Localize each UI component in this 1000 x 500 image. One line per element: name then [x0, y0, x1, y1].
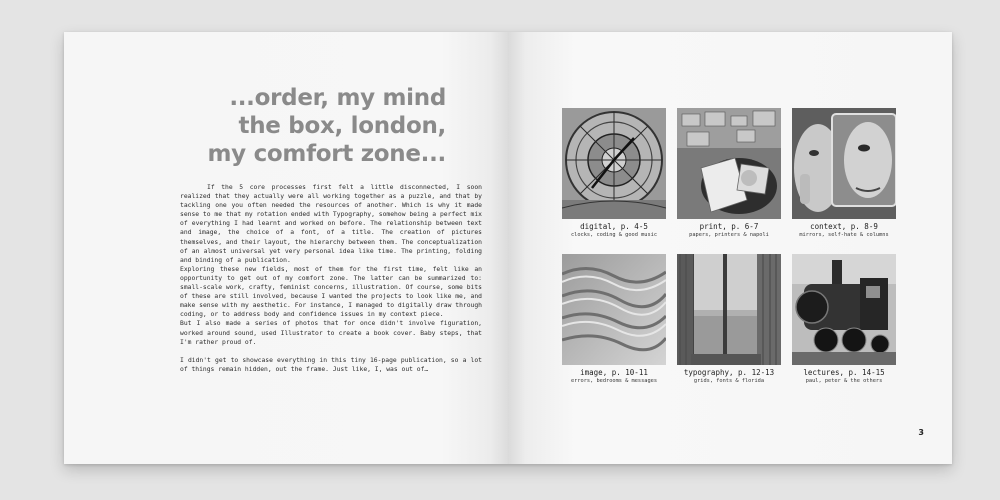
section-lectures [792, 254, 896, 400]
body-text [180, 183, 482, 374]
body-paragraph: But I also made a series of photos that for once didn't involve figuration, worked around sound, used Illustrator to create a book cover. Baby steps, that I'm rather proud of. [180, 320, 482, 346]
duvet-image [562, 254, 666, 365]
body-paragraph: I didn't get to showcase everything in this tiny 16-page publication, so a lot of things remain hidden, out the frame. Just like, I, was out of… [180, 356, 482, 373]
section-subtitle: clocks, coding & good music [570, 232, 658, 238]
section-title: image, p. 10-11 [580, 368, 648, 377]
open-booklet [64, 32, 952, 464]
window-image [677, 254, 781, 365]
section-title: typography, p. 12-13 [683, 368, 775, 377]
page-number: 3 [918, 428, 924, 437]
contents-grid [562, 108, 896, 400]
section-image [562, 254, 666, 400]
section-print [677, 108, 781, 254]
section-subtitle: papers, printers & napoli [689, 232, 769, 238]
section-title: digital, p. 4-5 [580, 222, 648, 231]
section-subtitle: mirrors, self-hate & columns [799, 232, 889, 238]
right-page [508, 32, 952, 464]
mirror-image [792, 108, 896, 219]
section-title: context, p. 8-9 [810, 222, 878, 231]
section-typography [677, 254, 781, 400]
headline [118, 84, 446, 168]
body-paragraph: If the 5 core processes first felt a little disconnected, I soon realized that they actually were all working together as a puzzle, and that by tackling one you often needed the resources of another. Which is why it made sense to me that my rotation ended with Typography, somehow being a perfect mix of everything I had learnt and worked on before. The relationship between text and image, the choice of a font, of a title. The creation of pictures themselves, and their layout, the hierarchy between them. The conceptualization of an almost universal yet very personal idea like time. The printing, folding and binding of a publication. [180, 184, 482, 264]
section-title: print, p. 6-7 [699, 222, 759, 231]
section-context [792, 108, 896, 254]
headline-line: my comfort zone... [207, 141, 446, 167]
clock-image [562, 108, 666, 219]
section-digital [562, 108, 666, 254]
left-page [64, 32, 508, 464]
section-subtitle: grids, fonts & florida [693, 378, 765, 384]
headline-line: the box, london, [238, 113, 446, 139]
headline-line: ...order, my mind [229, 85, 446, 111]
papers-image [677, 108, 781, 219]
train-image [792, 254, 896, 365]
body-paragraph: Exploring these new fields, most of them for the first time, felt like an opportunity to get out of my comfort zone. The latter can be summarized to: small-scale work, crafty, feminist concerns, illustration. Of course, some bits of these are still involved, because I wanted the projects to look like me, and make sense with my aesthetic. For instance, I managed to digitally draw through coding, or to address body and confidence issues in my context piece. [180, 265, 482, 319]
section-subtitle: errors, bedrooms & messages [570, 378, 658, 384]
section-title: lectures, p. 14-15 [803, 368, 885, 377]
section-subtitle: paul, peter & the others [805, 378, 883, 384]
